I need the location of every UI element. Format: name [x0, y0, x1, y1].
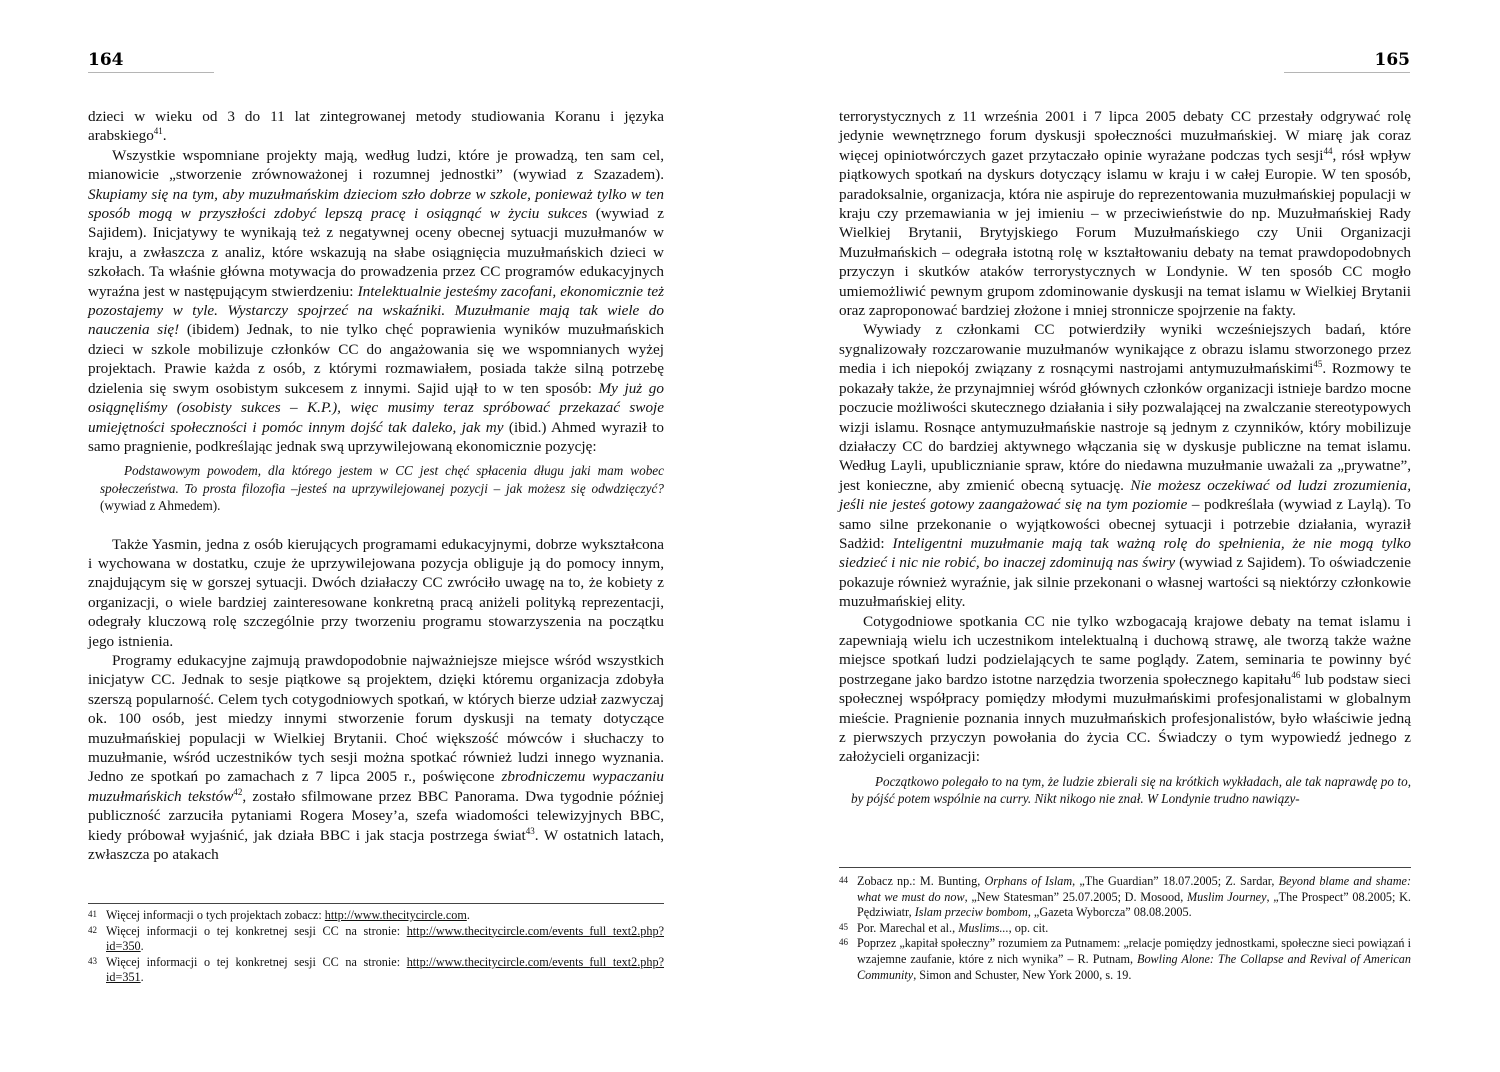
footnote-number: 43: [88, 955, 97, 966]
footnote-ref: 45: [1313, 359, 1323, 370]
paragraph: [88, 651, 664, 864]
block-quote: [100, 462, 664, 514]
body-text: [839, 107, 1411, 808]
text-run: (wywiad z Sajidem). To oświadczenie pokazuje również wyraźnie, jak silnie przekonani o własnej wartości są niektórzy członkowie muzułmańskiej elity.: [839, 554, 1411, 611]
text-run: – podkreślała (wywiad z Laylą). To samo silne przekonanie o wyjątkowości obecnej sytuacji i potrzebie działania, wyraził Sadżid:: [839, 496, 1412, 552]
text-run: , „The Prospect” 08.2005; K. Pędziwiatr,: [857, 889, 1411, 920]
footnote: [88, 924, 664, 955]
footnote-link[interactable]: http://www.thecitycircle.com: [324, 908, 467, 922]
footnote-ref: 42: [233, 786, 243, 797]
block-quote: [851, 773, 1411, 808]
text-run: . W ostatnich latach, zwłaszcza po atakach: [88, 826, 664, 864]
text-run: Poprzez „kapitał społeczny” rozumiem za Putnamem: „relacje pomiędzy jednostkami, społeczne sieci powiązań i wzajemne zaufanie, które z nich wynika” – R. Putnam,: [857, 936, 1411, 966]
text-run: Cotygodniowe spotkania CC nie tylko wzbogacają krajowe debaty na temat islamu i zapewniają wielu ich uczestnikom intelektualną i duchową strawę, ale tworzą także ważne miejsce spotkań ludzi podzielających te same poglądy. Zatem, seminaria te powinny być postrzegane jako bardzo istotne narzędzia tworzenia społecznego kapitału: [839, 612, 1411, 688]
text-run: Zobacz np.: M. Bunting,: [857, 874, 985, 888]
text-run: Por. Marechal et al.,: [857, 920, 959, 935]
quote-italic: zbrodniczemu wypaczaniu muzułmańskich tekstów: [88, 768, 664, 805]
text-run: lub podstaw sieci społecznej współpracy pomiędzy młodymi muzułmańskimi profesjonalistami w globalnym mieście. Pragnienie poznania innych muzułmańskich profesjonalistów, było właściwie jedną z pierwszych przyczyn powołania do życia CC. Świadczy o tym wypowiedź jednego z założycieli organizacji:: [839, 670, 1412, 766]
footnote: [839, 936, 1411, 983]
text-run: Wszystkie wspomniane projekty mają, według ludzi, które je prowadzą, ten sam cel, mianowicie „stworzenie zrównoważonej i rozumnej jednostki” (wywiad z Szazadem).: [88, 146, 664, 184]
footnote-text: [106, 955, 664, 986]
footnote-text: [106, 908, 664, 924]
text-run: , „New Statesman” 25.07.2005; D. Mosood,: [964, 889, 1187, 904]
footnotes: [88, 908, 664, 986]
text-run: Więcej informacji o tej konkretnej sesji CC na stronie:: [106, 923, 407, 938]
text-run: .: [140, 939, 144, 954]
footnotes: [839, 874, 1411, 983]
title-italic: Orphans of Islam: [984, 874, 1073, 888]
text-run: (ibidem) Jednak, to nie tylko chęć poprawienia wyników muzułmańskich dzieci w szkole mobilizuje członków CC do angażowania się we wspomnianych wyżej projektach. Prawie każda z osób, z którymi rozmawiałem, posiada także silną potrzebę dzielenia się swym osobistym sukcesem z innymi. Sajid ujął to w ten sposób:: [88, 321, 664, 397]
footnote-number: 42: [88, 924, 97, 935]
footnote-text: [106, 924, 664, 955]
title-italic: Islam przeciw bombom: [914, 905, 1028, 920]
right-page: [750, 0, 1500, 1072]
text-run: , Simon and Schuster, New York 2000, s. 19.: [913, 967, 1132, 982]
text-run: , „The Guardian” 18.07.2005; Z. Sardar,: [1072, 874, 1279, 888]
text-run: (ibid.) Ahmed wyraził to samo pragnienie, podkreślając jednak swą uprzywilejowaną ekonomicznie pozycję:: [88, 418, 664, 455]
text-run: Więcej informacji o tej konkretnej sesji CC na stronie:: [106, 954, 407, 969]
quote-italic: Skupiamy się na tym, aby muzułmańskim dzieciom szło dobrze w szkole, ponieważ tylko w ten sposób mogą w przyszłości zdobyć lepszą pracę i osiągnąć w życiu sukces: [88, 185, 664, 223]
footnote-ref: 44: [1323, 145, 1333, 156]
title-italic: Muslims...: [958, 920, 1009, 935]
text-run: .: [466, 908, 470, 922]
footnote: [88, 955, 664, 986]
title-italic: Muslim Journey: [1186, 889, 1267, 904]
text-run: dzieci w wieku od 3 do 11 lat zintegrowanej metody studiowania Koranu i języka arabskiego: [88, 108, 664, 145]
text-run: , rósł wpływ piątkowych spotkań na dyskurs dotyczący islamu w kraju i w całej Europie. W ten sposób, paradoksalnie, organizacja, która nie aspiruje do reprezentowania muzułmańskiej populacji w kraju czy przemawiania w jej imieniu – w przeciwieństwie do np. Muzułmańskiej Rady Wielkiej Brytanii, Brytyjskiego Forum Muzułmańskiego czy Unii Organizacji Muzułmańskich – odegrała istotną rolę w kształtowaniu debaty na temat prawdopodobnych przyczyn i skutków ataków terrorystycznych w Londynie. W ten sposób CC mogło umiemożliwić pewnym grupom zdominowanie dyskusji na temat islamu w Wielkiej Brytanii oraz zaproponować bardziej złożone i mniej stronnicze spojrzenie na fakty.: [839, 146, 1412, 320]
text-run: Także Yasmin, jedna z osób kierujących programami edukacyjnymi, dobrze wykształcona i wychowana w dostatku, czuje że uprzywilejowana pozycja obliguje ją do pomocy innym, znajdującym się w gorszej sytuacji. Dwóch działaczy CC zwróciło uwagę na to, że kobiety z organizacji, o wiele bardziej zainteresowane konkretną pracą aniżeli polityką reprezentacji, odegrały kluczową rolę szczególnie przy tworzeniu programu stowarzyszenia na początku jego istnienia.: [88, 535, 664, 650]
paragraph: [839, 612, 1411, 767]
footnote-number: 44: [839, 875, 848, 885]
header-rule: [1284, 72, 1410, 73]
footnote-link[interactable]: http://www.thecitycircle.com/events_full text2.php?id=351: [106, 954, 664, 985]
text-run: Więcej informacji o tych projektach zobacz:: [106, 908, 325, 922]
page-number: 164: [88, 50, 124, 70]
quote-italic: Początkowo polegało to na tym, że ludzie zbierali się na krótkich wykładach, ale tak naprawdę po to, by pójść potem wspólnie na curry. Nikt nikogo nie znał. W Londynie trudno nawiązy-: [851, 773, 1411, 807]
footnote-text: [857, 874, 1411, 921]
footnote-ref: 41: [153, 126, 163, 137]
quote-italic: My już go osiągnęliśmy (osobisty sukces – K.P.), więc musimy teraz spróbować przekazać swoje umiejętności społeczności i pomóc innym dojść tak daleko, jak my: [88, 379, 664, 436]
quote-italic: Nie możesz oczekiwać od ludzi zrozumienia, jeśli nie jesteś gotowy zaangażować się na tym poziomie: [839, 476, 1411, 514]
footnote-number: 41: [88, 909, 97, 919]
text-run: . Rozmowy te pokazały także, że przynajmniej wśród głównych członków organizacji istnieje bardzo mocne poczucie możliwości skutecznego działania i siły pozwalającej na zwalczanie stereotypowych wizji islamu. Rosnące antymuzułmańskie nastroje są jednym z czynników, który mobilizuje działaczy CC do bardziej aktywnego włączania się w dyskusje publiczne na temat islamu. Według Layli, upublicznianie spraw, które do niedawna muzułmanie uważali za „prywatne”, jest konieczne, aby zmienić obecną sytuację.: [839, 360, 1411, 494]
text-run: (wywiad z Sajidem). Inicjatywy te wynikają też z negatywnej oceny obecnej sytuacji muzułmanów w kraju, a zwłaszcza z analiz, które wskazują na słabe osiągnięcia muzułmańskich dzieci w szkołach. Ta właśnie główna motywacja do prowadzenia przez CC programów edukacyjnych wyraźna jest w następującym stwierdzeniu:: [88, 205, 664, 300]
text-run: Wywiady z członkami CC potwierdziły wyniki wcześniejszych badań, które sygnalizowały rozczarowanie muzułmanów wynikające z obrazu islamu stworzonego przez media i ich niepokój związany z rosnącymi nastrojami antymuzułmańskimi: [839, 321, 1411, 378]
title-italic: Beyond blame and shame: what we must do now: [857, 874, 1412, 904]
footnote-ref: 46: [1291, 669, 1301, 680]
text-run: .: [162, 127, 167, 145]
footnote-rule: [88, 903, 664, 904]
footnote-link[interactable]: http://www.thecitycircle.com/events_full text2.php?id=350: [106, 923, 664, 954]
footnote: [839, 921, 1411, 937]
quote-italic: Podstawowym powodem, dla którego jestem w CC jest chęć spłacenia długu jaki mam wobec społeczeństwa. To prosta filozofia –jesteś na uprzywilejowanej pozycji – jak możesz się odwdzięczyć?: [100, 463, 664, 496]
quote-italic: Intelektualnie jesteśmy zacofani, ekonomicznie też pozostajemy w tyle. Wystarczy spojrzeć na wskaźniki. Muzułmanie mają tak wiele do nauczenia się!: [88, 282, 664, 339]
footnote: [839, 874, 1411, 921]
paragraph: [88, 107, 664, 146]
text-run: terrorystycznych z 11 września 2001 i 7 lipca 2005 debaty CC przestały odgrywać rolę jedynie wewnętrznego forum dyskusji społeczności muzułmańskiej. W miarę jak coraz więcej opiniotwórczych gazet przytaczało opinie wyrażane podczas tych sesji: [839, 108, 1411, 164]
footnote-number: 45: [839, 921, 848, 932]
title-italic: Bowling Alone: The Collapse and Revival of American Community: [857, 951, 1411, 982]
paragraph: [88, 146, 664, 457]
quote-italic: Inteligentni muzułmanie mają tak ważną rolę do spełnienia, że nie mogą tylko siedzieć i nic nie robić, bo inaczej zdominują nas świry: [839, 534, 1411, 572]
paragraph: [839, 320, 1411, 611]
footnote: [88, 908, 664, 924]
footnote-text: [857, 936, 1411, 983]
header-rule: [88, 72, 214, 73]
body-text: [88, 107, 664, 864]
text-run: (wywiad z Ahmedem).: [100, 498, 221, 514]
text-run: , „Gazeta Wyborcza” 08.08.2005.: [1027, 905, 1192, 920]
footnote-rule: [839, 867, 1411, 868]
paragraph: [88, 535, 664, 651]
text-run: , op. cit.: [1008, 920, 1049, 935]
page-number: 165: [1374, 50, 1410, 70]
footnote-text: [857, 921, 1411, 937]
footnote-number: 46: [839, 937, 848, 948]
paragraph: [839, 107, 1411, 320]
text-run: , zostało sfilmowane przez BBC Panorama. Dwa tygodnie później publiczność zarzuciła pytaniami Rogera Mosey’a, szefa wiadomości telewizyjnych BBC, kiedy próbował wyjaśnić, jak działa BBC i jak stacja postrzega świat: [88, 787, 664, 844]
text-run: Programy edukacyjne zajmują prawdopodobnie najważniejsze miejsce wśród wszystkich inicjatyw CC. Jednak to sesje piątkowe są projektem, dzięki któremu organizacja zdobyła szerszą popularność. Celem tych cotygodniowych spotkań, w których bierze udział zazwyczaj ok. 100 osób, jest miedzy innymi stworzenie forum dyskusji na tematy dotyczące muzułmańskiej populacji w Wielkiej Brytanii. Choć większość mówców i słuchaczy to muzułmanie, wśród uczestników tych sesji można spotkać również ludzi innego wyznania. Jedno ze spotkań po zamachach z 7 lipca 2005 r., poświęcone: [88, 651, 664, 786]
footnote-ref: 43: [525, 825, 535, 836]
text-run: .: [140, 970, 144, 985]
